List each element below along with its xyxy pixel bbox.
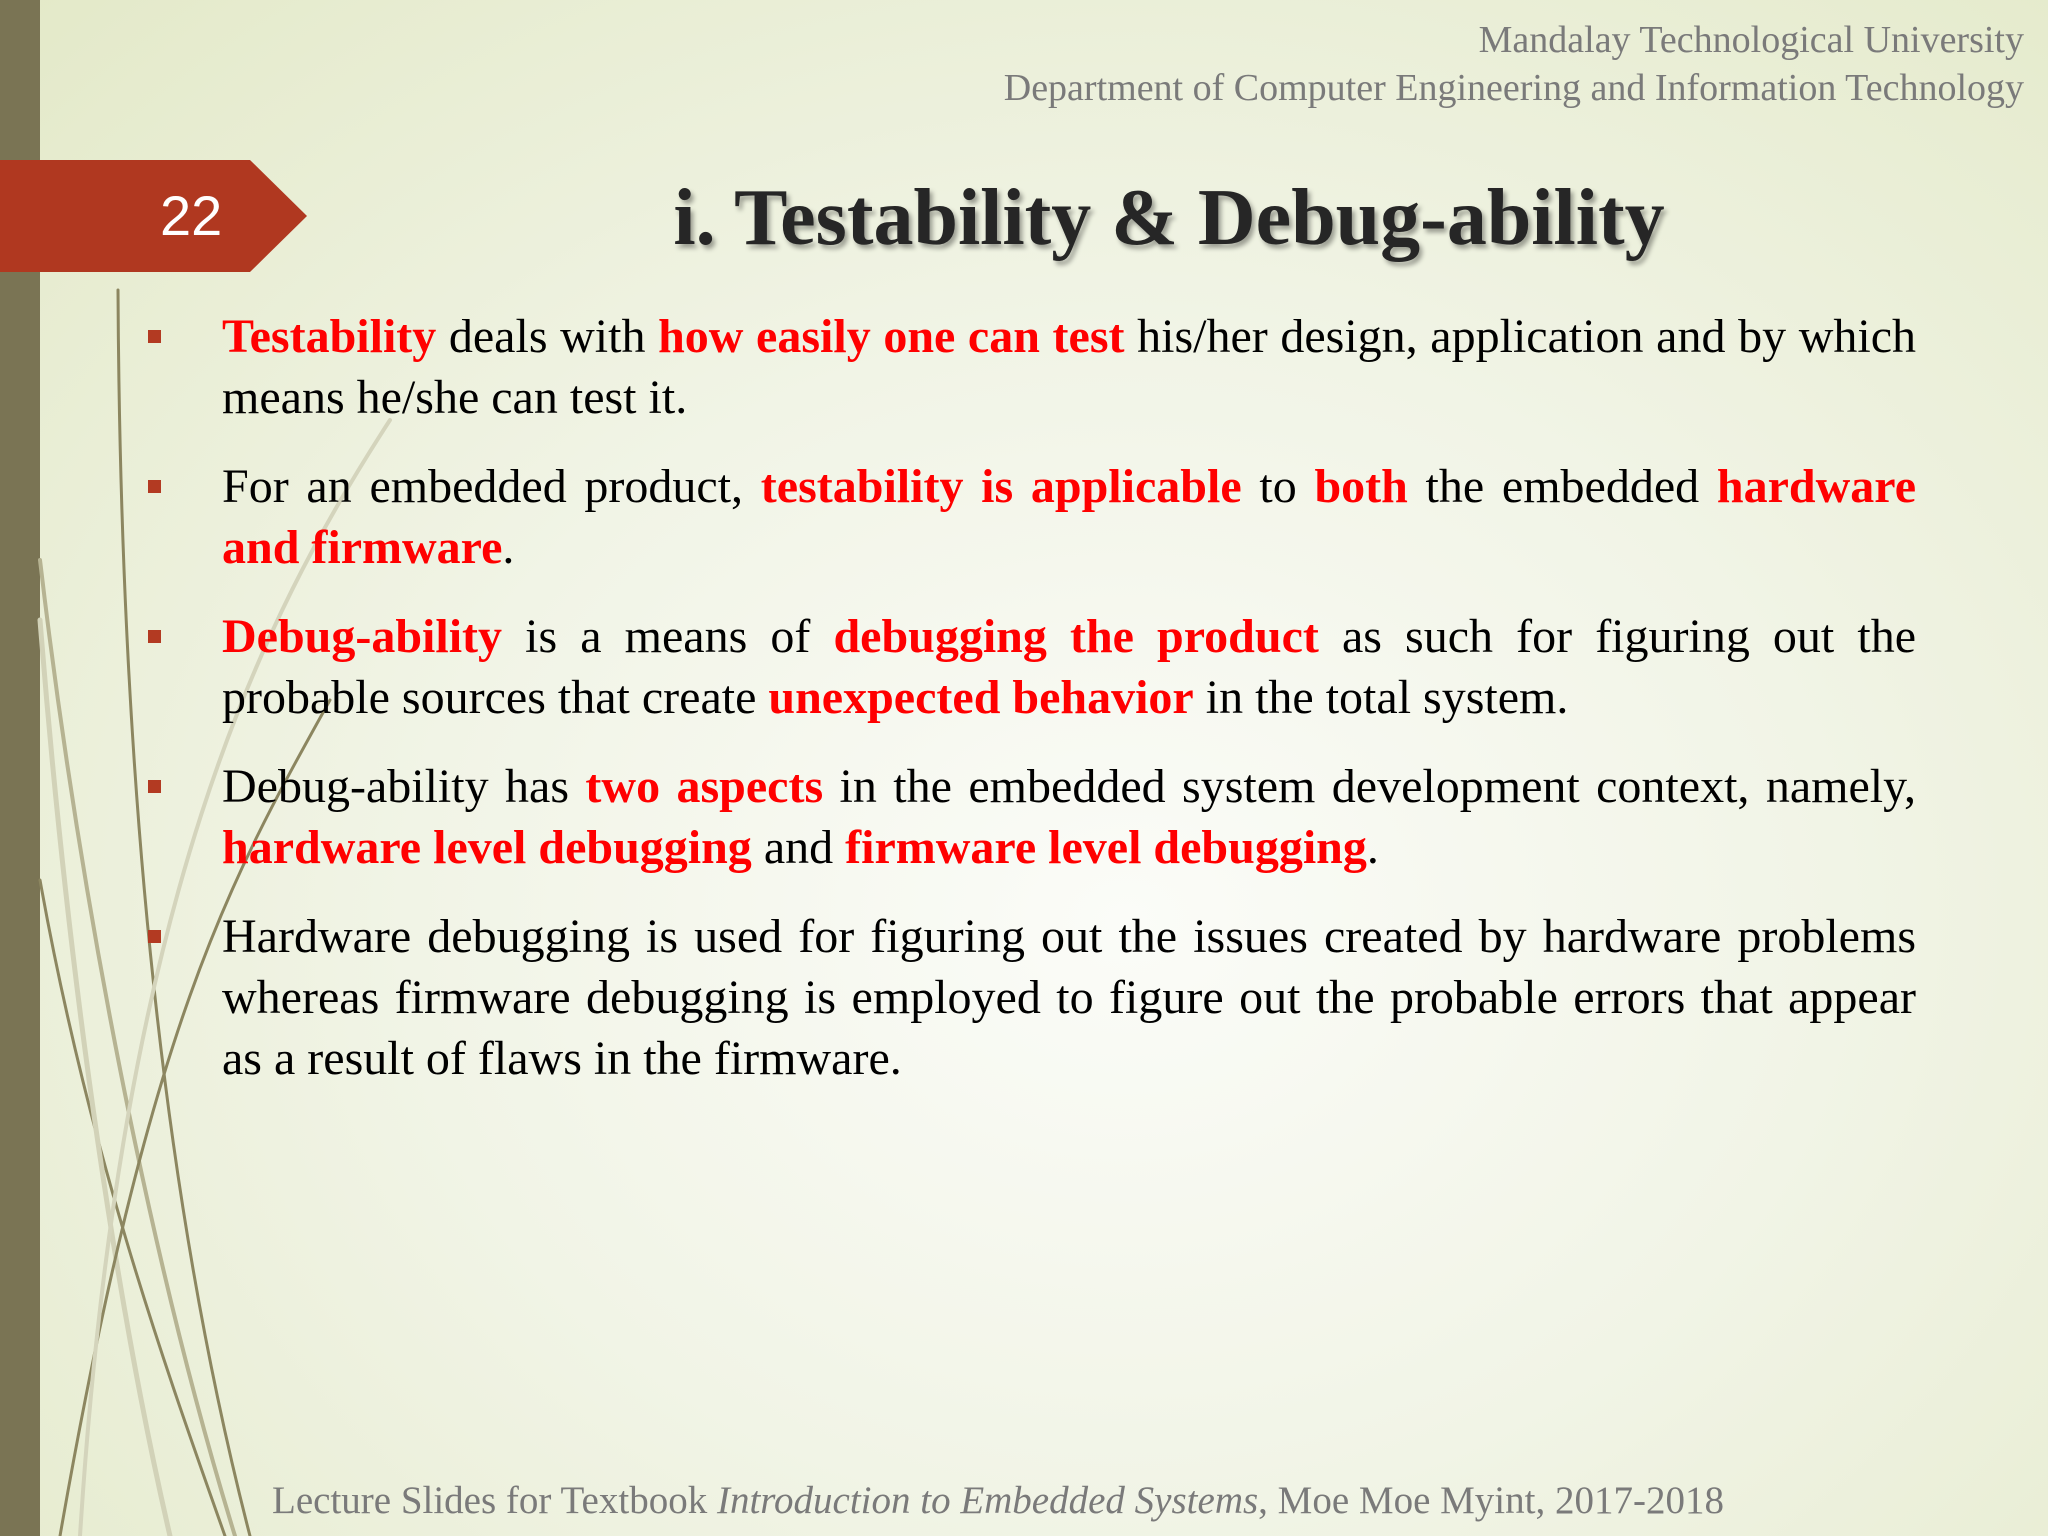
institution-header [1004,16,2024,112]
footer-prefix: Lecture Slides for Textbook [272,1479,717,1522]
bullet-square-icon [148,630,161,643]
body-text: the embedded [1407,460,1717,513]
highlighted-text: firmware level debugging [845,821,1367,874]
highlighted-text: testability is applicable [760,460,1242,513]
slide-number: 22 [160,184,223,247]
bullet-square-icon [148,480,161,493]
bullet-item [146,606,1916,728]
highlighted-text: unexpected behavior [768,671,1194,724]
bullet-item [146,306,1916,428]
department-name: Department of Computer Engineering and Information Technology [1003,67,2024,109]
body-text: his/her design, application and by which means he/she can test it. [222,310,1917,424]
footer [272,1478,1724,1523]
bullet-square-icon [148,330,161,343]
body-text: Debug-ability has [222,760,586,813]
bullet-item [146,906,1916,1089]
slide-title: i. Testability & Debug-ability [673,174,1665,262]
body-text: . [1366,821,1379,874]
highlighted-text: hardware level debugging [222,821,752,874]
body-text: as such for figuring out the probable sources that create [222,610,1917,724]
body-text: deals with [436,310,659,363]
highlighted-text: hardware and firmware [222,460,1917,574]
body-text: is a means of [502,610,834,663]
body-text: in the embedded system development context, namely, [823,760,1916,813]
footer-suffix: , Moe Moe Myint, 2017-2018 [1258,1479,1724,1522]
bullet-square-icon [148,780,161,793]
body-text: in the total system. [1193,671,1569,724]
body-text: and [751,821,846,874]
body-text: Hardware debugging is used for figuring out the issues created by hardware problems whereas firmware debugging is employed to figure out the probable errors that appear as a result of flaws in the firmware. [222,910,1916,1085]
highlighted-text: Testability [222,310,437,363]
bullet-square-icon [148,930,161,943]
bullet-item [146,456,1916,578]
footer-book-title: Introduction to Embedded Systems [716,1479,1259,1522]
highlighted-text: both [1314,460,1408,513]
body-text: . [502,521,515,574]
highlighted-text: Debug-ability [222,610,503,663]
bullet-list [146,306,1916,1117]
highlighted-text: two aspects [585,760,824,813]
bullet-item [146,756,1916,878]
body-text: to [1241,460,1315,513]
body-text: For an embedded product, [222,460,761,513]
highlighted-text: how easily one can test [658,310,1125,363]
highlighted-text: debugging the product [833,610,1319,663]
university-name: Mandalay Technological University [1478,19,2024,61]
